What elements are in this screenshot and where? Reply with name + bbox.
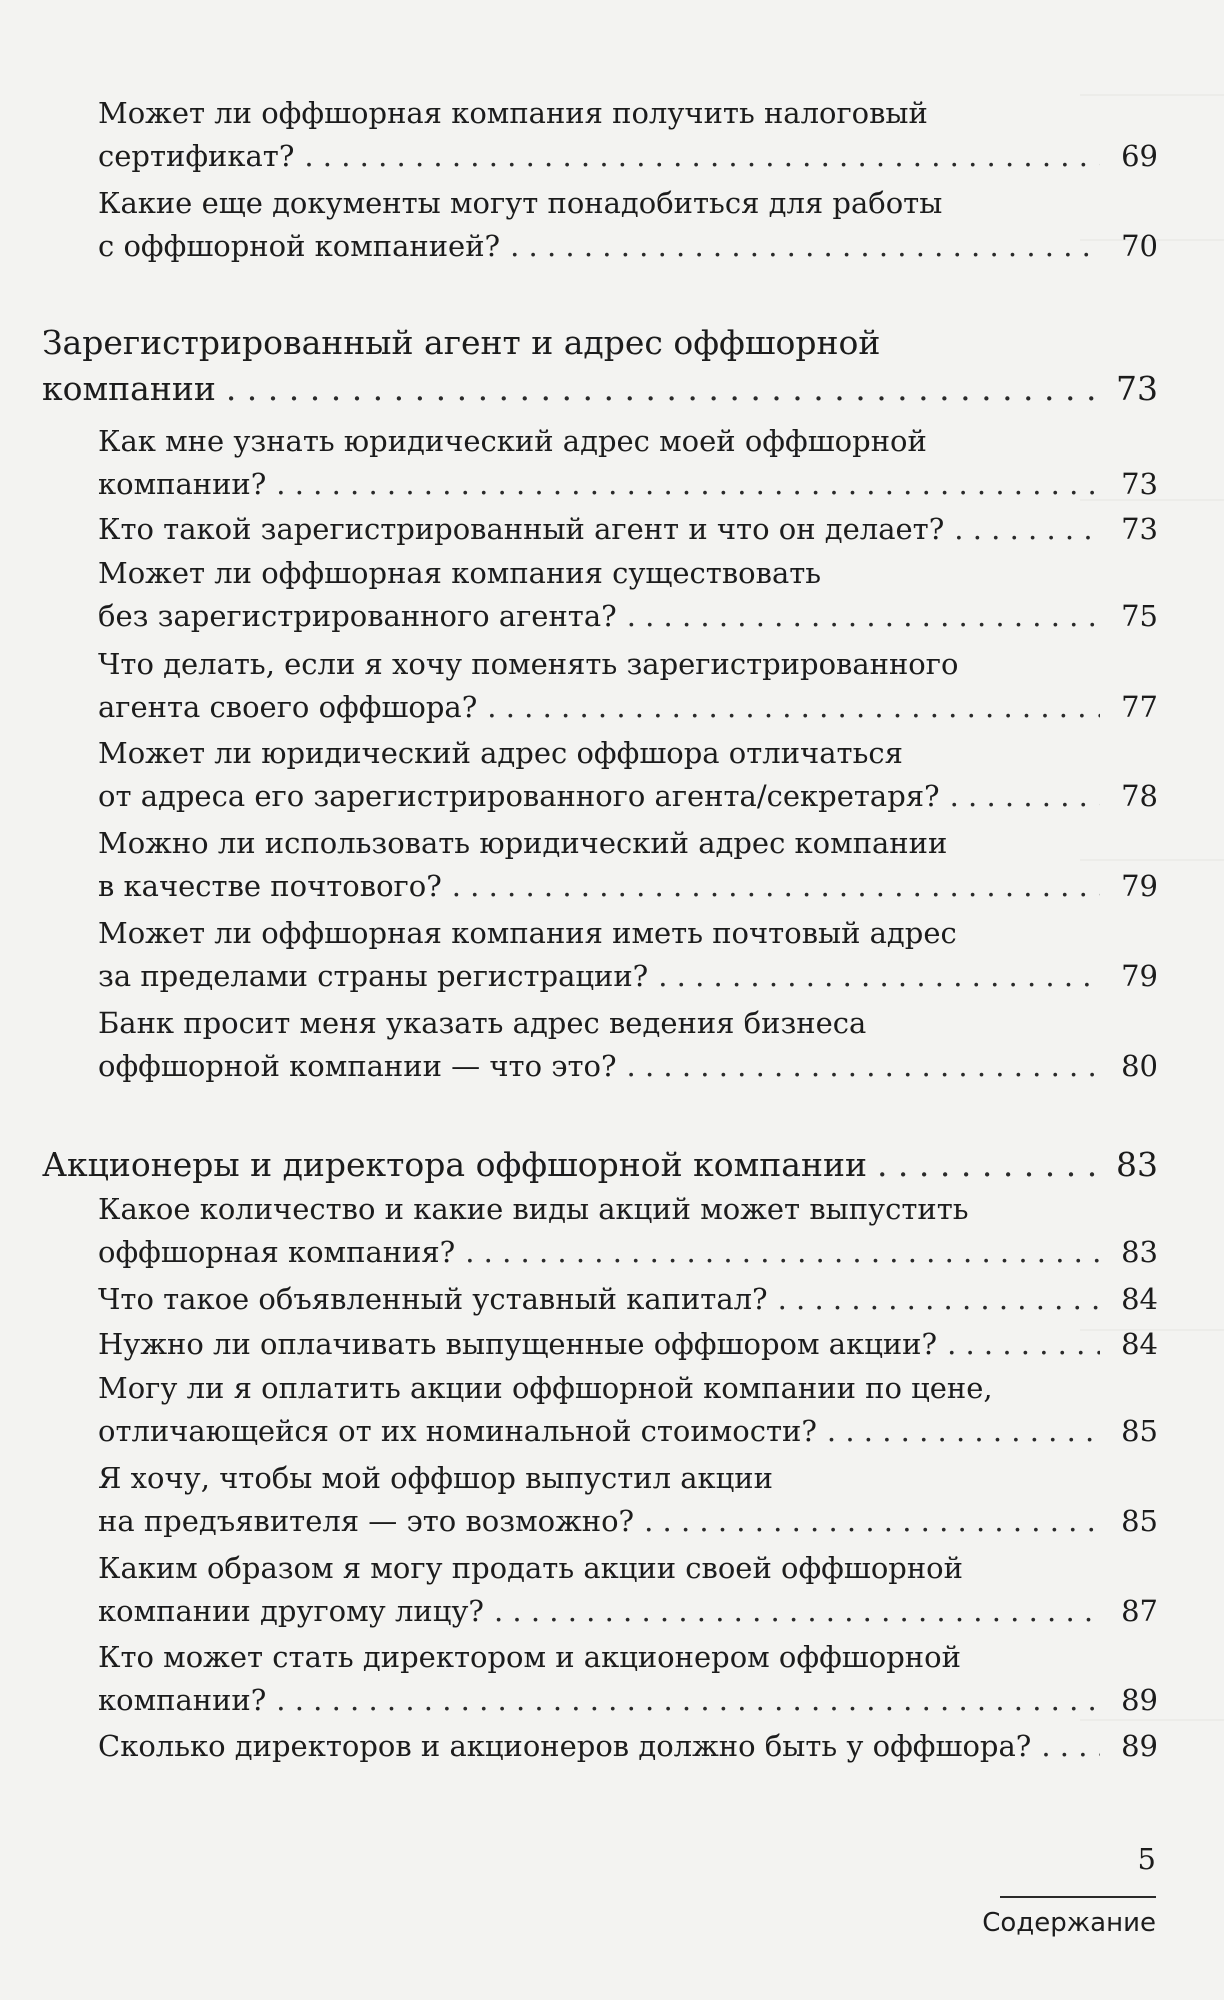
toc-entry-text: сертификат? xyxy=(98,139,295,173)
dot-leader xyxy=(226,366,1100,412)
toc-entry xyxy=(98,1188,1158,1274)
toc-entry xyxy=(98,1547,1158,1633)
toc-entry xyxy=(98,732,1158,818)
dot-leader xyxy=(778,1278,1100,1321)
toc-entry-text: на предъявителя — это возможно? xyxy=(98,1504,635,1538)
toc-entry xyxy=(98,508,1158,551)
toc-page-number: 79 xyxy=(1121,869,1158,903)
toc-entry xyxy=(98,420,1158,506)
toc-page-number: 84 xyxy=(1121,1327,1158,1361)
toc-page-number: 75 xyxy=(1121,599,1158,633)
toc-entry-text: отличающейся от их номинальной стоимости? xyxy=(98,1414,817,1448)
toc-page-number: 87 xyxy=(1121,1594,1158,1628)
toc-entry-text: Нужно ли оплачивать выпущенные оффшором акции? xyxy=(98,1327,938,1361)
dot-leader xyxy=(304,135,1100,178)
toc-page-number: 77 xyxy=(1121,690,1158,724)
toc-entry-text: Банк просит меня указать адрес ведения бизнеса xyxy=(98,1006,867,1040)
running-footer: Содержание xyxy=(982,1908,1156,1938)
toc-entry xyxy=(98,182,1158,268)
toc-page-number: 79 xyxy=(1121,959,1158,993)
toc-entry-text: Может ли оффшорная компания иметь почтовый адрес xyxy=(98,916,957,950)
toc-entry-text: Может ли оффшорная компания получить налоговый xyxy=(98,96,928,130)
toc-entry xyxy=(98,1278,1158,1321)
toc-page-number: 85 xyxy=(1121,1504,1158,1538)
toc-entry-text: Каким образом я могу продать акции своей оффшорной xyxy=(98,1551,963,1585)
dot-leader xyxy=(452,865,1100,908)
toc-page-number: 83 xyxy=(1121,1235,1158,1269)
toc-entry-text: оффшорная компания? xyxy=(98,1235,456,1269)
toc-entry xyxy=(98,912,1158,998)
toc-page-number: 73 xyxy=(1121,512,1158,546)
toc-entry xyxy=(98,1323,1158,1366)
dot-leader xyxy=(465,1231,1100,1274)
toc-entry-text: Могу ли я оплатить акции оффшорной компании по цене, xyxy=(98,1371,993,1405)
toc-page-number: 78 xyxy=(1121,779,1158,813)
toc-entry-text: Кто такой зарегистрированный агент и что он делает? xyxy=(98,512,945,546)
toc-entry xyxy=(98,1002,1158,1088)
toc-entry-text: Зарегистрированный агент и адрес оффшорной xyxy=(42,323,881,362)
toc-entry-text: компании xyxy=(42,369,216,408)
dot-leader xyxy=(494,1590,1100,1633)
toc-entry-text: за пределами страны регистрации? xyxy=(98,959,649,993)
dot-leader xyxy=(644,1500,1100,1543)
toc-section-heading xyxy=(42,320,1158,412)
toc-entry-text: компании другому лицу? xyxy=(98,1594,484,1628)
toc-entry-text: Какие еще документы могут понадобиться для работы xyxy=(98,186,943,220)
toc-entry xyxy=(98,822,1158,908)
toc-entry-text: без зарегистрированного агента? xyxy=(98,599,617,633)
toc-entry xyxy=(98,1636,1158,1722)
toc-page-number: 73 xyxy=(1116,369,1158,408)
dot-leader xyxy=(276,1679,1100,1722)
dot-leader xyxy=(877,1142,1100,1188)
toc-entry-text: Я хочу, чтобы мой оффшор выпустил акции xyxy=(98,1461,773,1495)
toc-entry xyxy=(98,643,1158,729)
toc-entry-text: в качестве почтового? xyxy=(98,869,442,903)
toc-page-number: 84 xyxy=(1121,1282,1158,1316)
toc-entry-text: Какое количество и какие виды акций может выпустить xyxy=(98,1192,969,1226)
toc-entry-text: Может ли оффшорная компания существовать xyxy=(98,556,822,590)
toc-entry xyxy=(98,1457,1158,1543)
toc-entry xyxy=(98,1725,1158,1768)
dot-leader xyxy=(627,1045,1100,1088)
toc-entry-text: Как мне узнать юридический адрес моей оффшорной xyxy=(98,424,927,458)
toc-entry-text: компании? xyxy=(98,467,267,501)
dot-leader xyxy=(276,463,1100,506)
toc-section-heading xyxy=(42,1142,1158,1188)
toc-page-number: 83 xyxy=(1116,1145,1158,1184)
dot-leader xyxy=(947,1323,1100,1366)
dot-leader xyxy=(658,955,1100,998)
toc-page-number: 70 xyxy=(1121,229,1158,263)
toc-entry-text: Что делать, если я хочу поменять зарегистрированного xyxy=(98,647,959,681)
dot-leader xyxy=(627,595,1100,638)
dot-leader xyxy=(954,508,1100,551)
toc-entry xyxy=(98,552,1158,638)
toc-page-number: 73 xyxy=(1121,467,1158,501)
dot-leader xyxy=(827,1410,1100,1453)
dot-leader xyxy=(1041,1725,1100,1768)
toc-entry-text: Можно ли использовать юридический адрес компании xyxy=(98,826,948,860)
toc-entry-text: агента своего оффшора? xyxy=(98,690,478,724)
toc-entry-text: Может ли юридический адрес оффшора отличаться xyxy=(98,736,903,770)
toc-page-number: 85 xyxy=(1121,1414,1158,1448)
footer-rule xyxy=(1000,1896,1156,1898)
toc-entry-text: Акционеры и директора оффшорной компании xyxy=(42,1145,867,1184)
toc-page-number: 69 xyxy=(1121,139,1158,173)
toc-entry-text: Сколько директоров и акционеров должно быть у оффшора? xyxy=(98,1729,1032,1763)
toc-entry xyxy=(98,1367,1158,1453)
toc-page-number: 80 xyxy=(1121,1049,1158,1083)
dot-leader xyxy=(510,225,1100,268)
toc-entry-text: Кто может стать директором и акционером оффшорной xyxy=(98,1640,961,1674)
page-number: 5 xyxy=(1137,1842,1156,1876)
toc-entry xyxy=(98,92,1158,178)
toc-entry-text: от адреса его зарегистрированного агента/секретаря? xyxy=(98,779,940,813)
dot-leader xyxy=(950,775,1100,818)
toc-entry-text: компании? xyxy=(98,1683,267,1717)
toc-entry-text: с оффшорной компанией? xyxy=(98,229,501,263)
dot-leader xyxy=(487,686,1100,729)
toc-entry-text: оффшорной компании — что это? xyxy=(98,1049,617,1083)
toc-page-number: 89 xyxy=(1121,1729,1158,1763)
toc-entry-text: Что такое объявленный уставный капитал? xyxy=(98,1282,768,1316)
toc-page-number: 89 xyxy=(1121,1683,1158,1717)
